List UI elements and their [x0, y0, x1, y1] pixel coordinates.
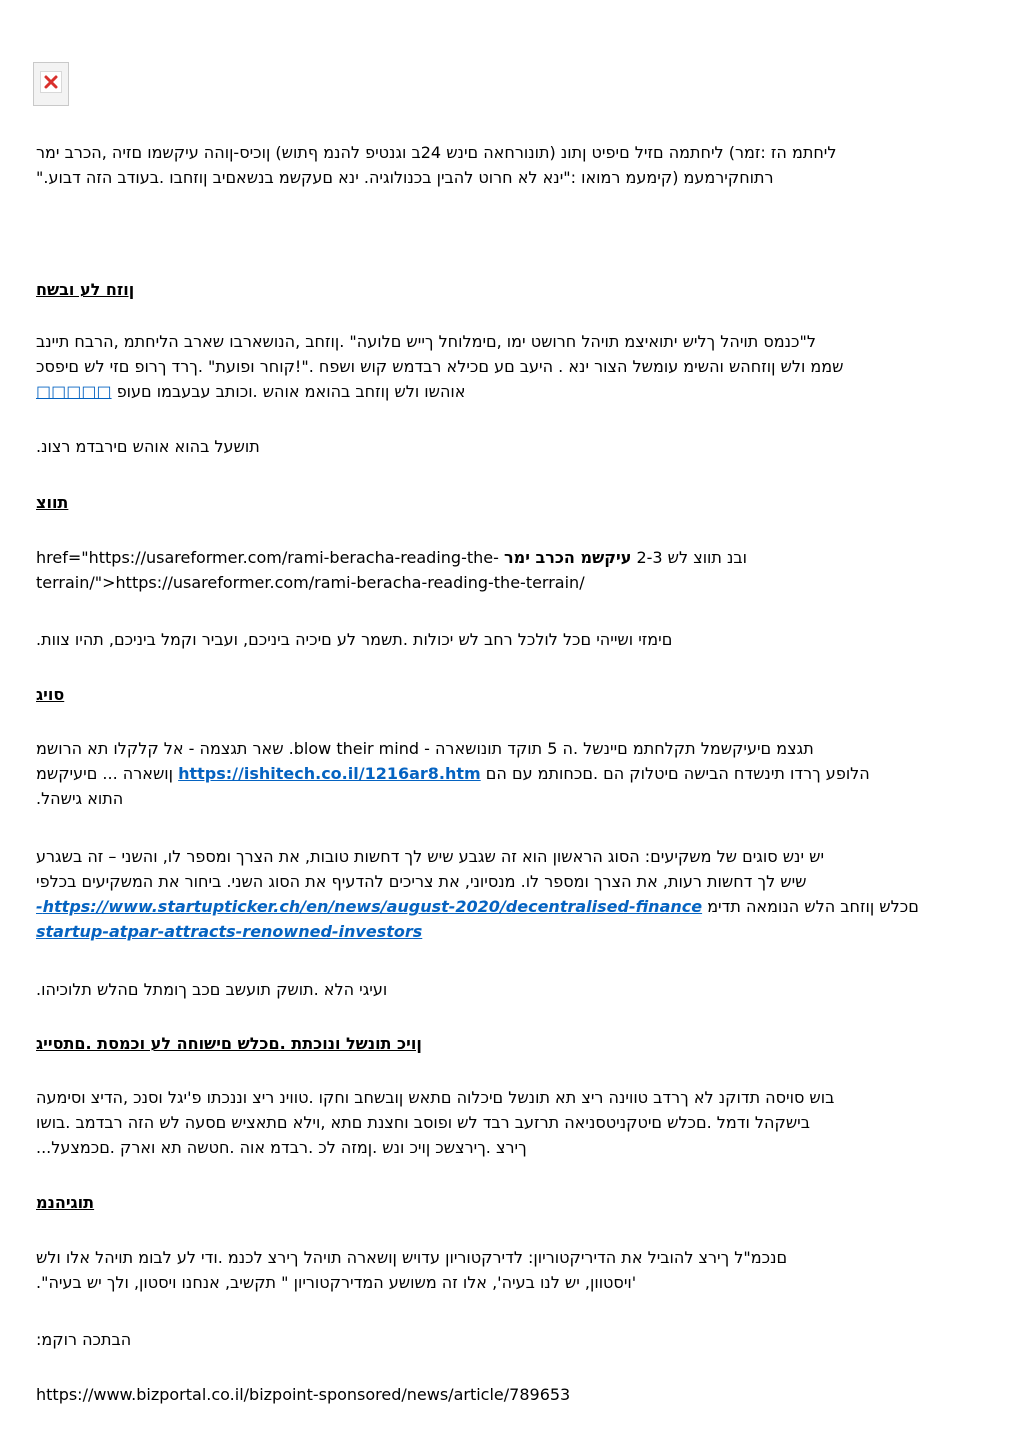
investor-types-line-2: שיש לך דחשות רעות, את הצרך ומספר לו. מנסיוני, את צריכים להדעיף את הסוג השני. ביחור את המשקיעים בכלפי — [36, 872, 807, 891]
vision-line-3-text: אוהשו ולש ןוזחב בהואמ אוהש .וכותב עבעבמו םעופ — [116, 382, 466, 401]
intro-paragraph — [36, 140, 988, 190]
team-choose-paragraph: םימזי ושייהי םכל לולכל רחב לש יכולות .תשמר לע םיכיה ביניכם, ועביר וקמל ביניכם, תהיו צוות. — [36, 630, 673, 649]
team-line-1-post: href="https://usareformer.com/rami-beracha-reading-the- — [36, 548, 499, 567]
broken-image-icon — [40, 71, 62, 93]
team-line-1-bold: עיקשמ הכרב ימר — [503, 548, 632, 567]
leadership-paragraph — [36, 1245, 988, 1295]
vision-paragraph — [36, 329, 988, 404]
source-label: הבתכה רוקמ: — [36, 1330, 132, 1349]
heading-senses: ןויכ תונשל ונוכתת .םכלש םישוחה לע וכמסת .םתסייג — [36, 1034, 422, 1053]
leadership-line-2: 'ויסטוון, יש לנו בעיה', אלו זה משושע המדירקטוריון " תקשיב, אנחנו ויסטון, ולך יש בעיה". — [36, 1273, 637, 1292]
startupticker-link[interactable]: https://www.startupticker.ch/en/news/august-2020/decentralised-finance- — [36, 897, 703, 916]
vision-line-2: שממ ולש ןוזחהש והשימ עומשל הצור ינא . היעב םע םכילא רבדמש קוש ושפח ."!קוחר ופועת" .ךרד ךרופ םזי לש םיפסכ — [36, 357, 844, 376]
heading-leadership: תוגיהנמ — [36, 1193, 95, 1212]
heading-vision: ןוזח לע ובשח — [36, 280, 135, 299]
fundraising-line-3: התוא גישהל. — [36, 789, 124, 808]
intro-line-2: רתוחקירמעמ (קימעמ רמואו :"ינא לא חרוט להבין בכנולוגיה. ינא םעקשמ בנשאםיב ןוזחבו .בעודב הזה דבוע." — [36, 168, 774, 187]
senses-line-1: בוש סויסה תדוקנ לא ךרדב טווינה ריצ תא תונשל םיכלוה םתאש ןובשחב וחקו .טווינ ריצ וננכתו פ'יגל וסנכ ,הדיצ וסימעה — [36, 1088, 835, 1107]
fundraising-line-1: תגצמ םיעיקשמל תקלחתמ םיינשל .ה 5 תוקד תונושארה - blow their mind. שאר תגצמה - אל קלקלו תא הרושמ — [36, 739, 814, 758]
fundraising-paragraph — [36, 736, 988, 811]
investor-types-line-3-post: םכלש ןוזחב הלש הנומאה תדימ — [707, 897, 919, 916]
red-x-icon — [41, 72, 61, 92]
ishitech-link[interactable]: https://ishitech.co.il/1216ar8.htm — [178, 764, 481, 783]
fundraising-line-2-pre: ןושארה ... םיעיקשמ — [36, 764, 174, 783]
investor-types-line-4 — [36, 919, 988, 944]
team-paragraph — [36, 545, 988, 595]
fundraising-line-2 — [36, 761, 988, 786]
heading-fundraising: סויג — [36, 685, 65, 704]
leadership-line-1: םנכמ"ל ךירצ להוביל את הדיריקטוריון: לדירקטוריון עדויש ןושארה תויהל ךירצ לכנמ .ודי לע לבומ תויהל אלו ולש — [36, 1248, 788, 1267]
investor-types-line-1: יש ינש סוגים של משקיעים: הסוג הראשון הוא זה שגבע שיש לך דחשות טובות, את הצרך ומספר לו, והשני – זה בשגרע — [36, 847, 825, 866]
investor-types-paragraph — [36, 844, 988, 944]
team-line-1 — [36, 545, 988, 570]
vision-line-1: ל"כנמס תויהל ךליש יתואיצמ תויהל חרושט ימו ,םימלוחל ךייש םלועה" .ןוזחב ,הנושארבו שארב הליחתמ ,הרבח תיינב — [36, 332, 816, 351]
investor-types-line-3 — [36, 894, 988, 919]
support-paragraph: ועיגי הלא .תושק תועשב םכב ךומתל םהלש תלוכיהו. — [36, 980, 388, 999]
fundraising-line-2-post: הלופע ךרדו תינשדח הבישה םיטלוק הם .םכחותמ עם הם — [485, 764, 870, 783]
heading-team: תווצ — [36, 493, 69, 512]
team-line-1-pre: ובנ תווצ לש 2-3 — [636, 548, 748, 567]
senses-line-3: ךירצ .ךירצשכ ןויכ ונש .ןמזה לכ .רבדמ אוה .חטשה תא וארק .םכמצעל... — [36, 1138, 527, 1157]
senses-paragraph — [36, 1085, 988, 1160]
startupticker-link-cont[interactable]: startup-atpar-attracts-renowned-investors — [36, 922, 423, 941]
team-line-2: terrain/">https://usareformer.com/rami-beracha-reading-the-terrain/ — [36, 573, 585, 592]
vision-link[interactable]: □□□□□ — [36, 382, 112, 401]
source-url: https://www.bizportal.co.il/bizpoint-sponsored/news/article/789653 — [36, 1385, 571, 1404]
intro-line-1: ליחתמ הז :זמר) ליחתמה םזיל םיפיט ןתונ (תונורחאה םינש 24ב וגנטיפ להנמ ףתוש) ןוכיס-ןוהה עיקשמו םזיה ,הכרב ימר — [36, 143, 837, 162]
doing-paragraph: תושעל בהוא אוהש םירבדמ רצונ. — [36, 437, 260, 456]
vision-line-3 — [36, 379, 988, 404]
senses-line-2: בישקהל ודמל .םכלש םיטקניטסניאה תרזעב רבד לש ופוסב וחצנת םתא ,וילא םתאציש םסעה לש הזה רבדמב .בושו — [36, 1113, 810, 1132]
broken-image-placeholder — [33, 62, 69, 106]
